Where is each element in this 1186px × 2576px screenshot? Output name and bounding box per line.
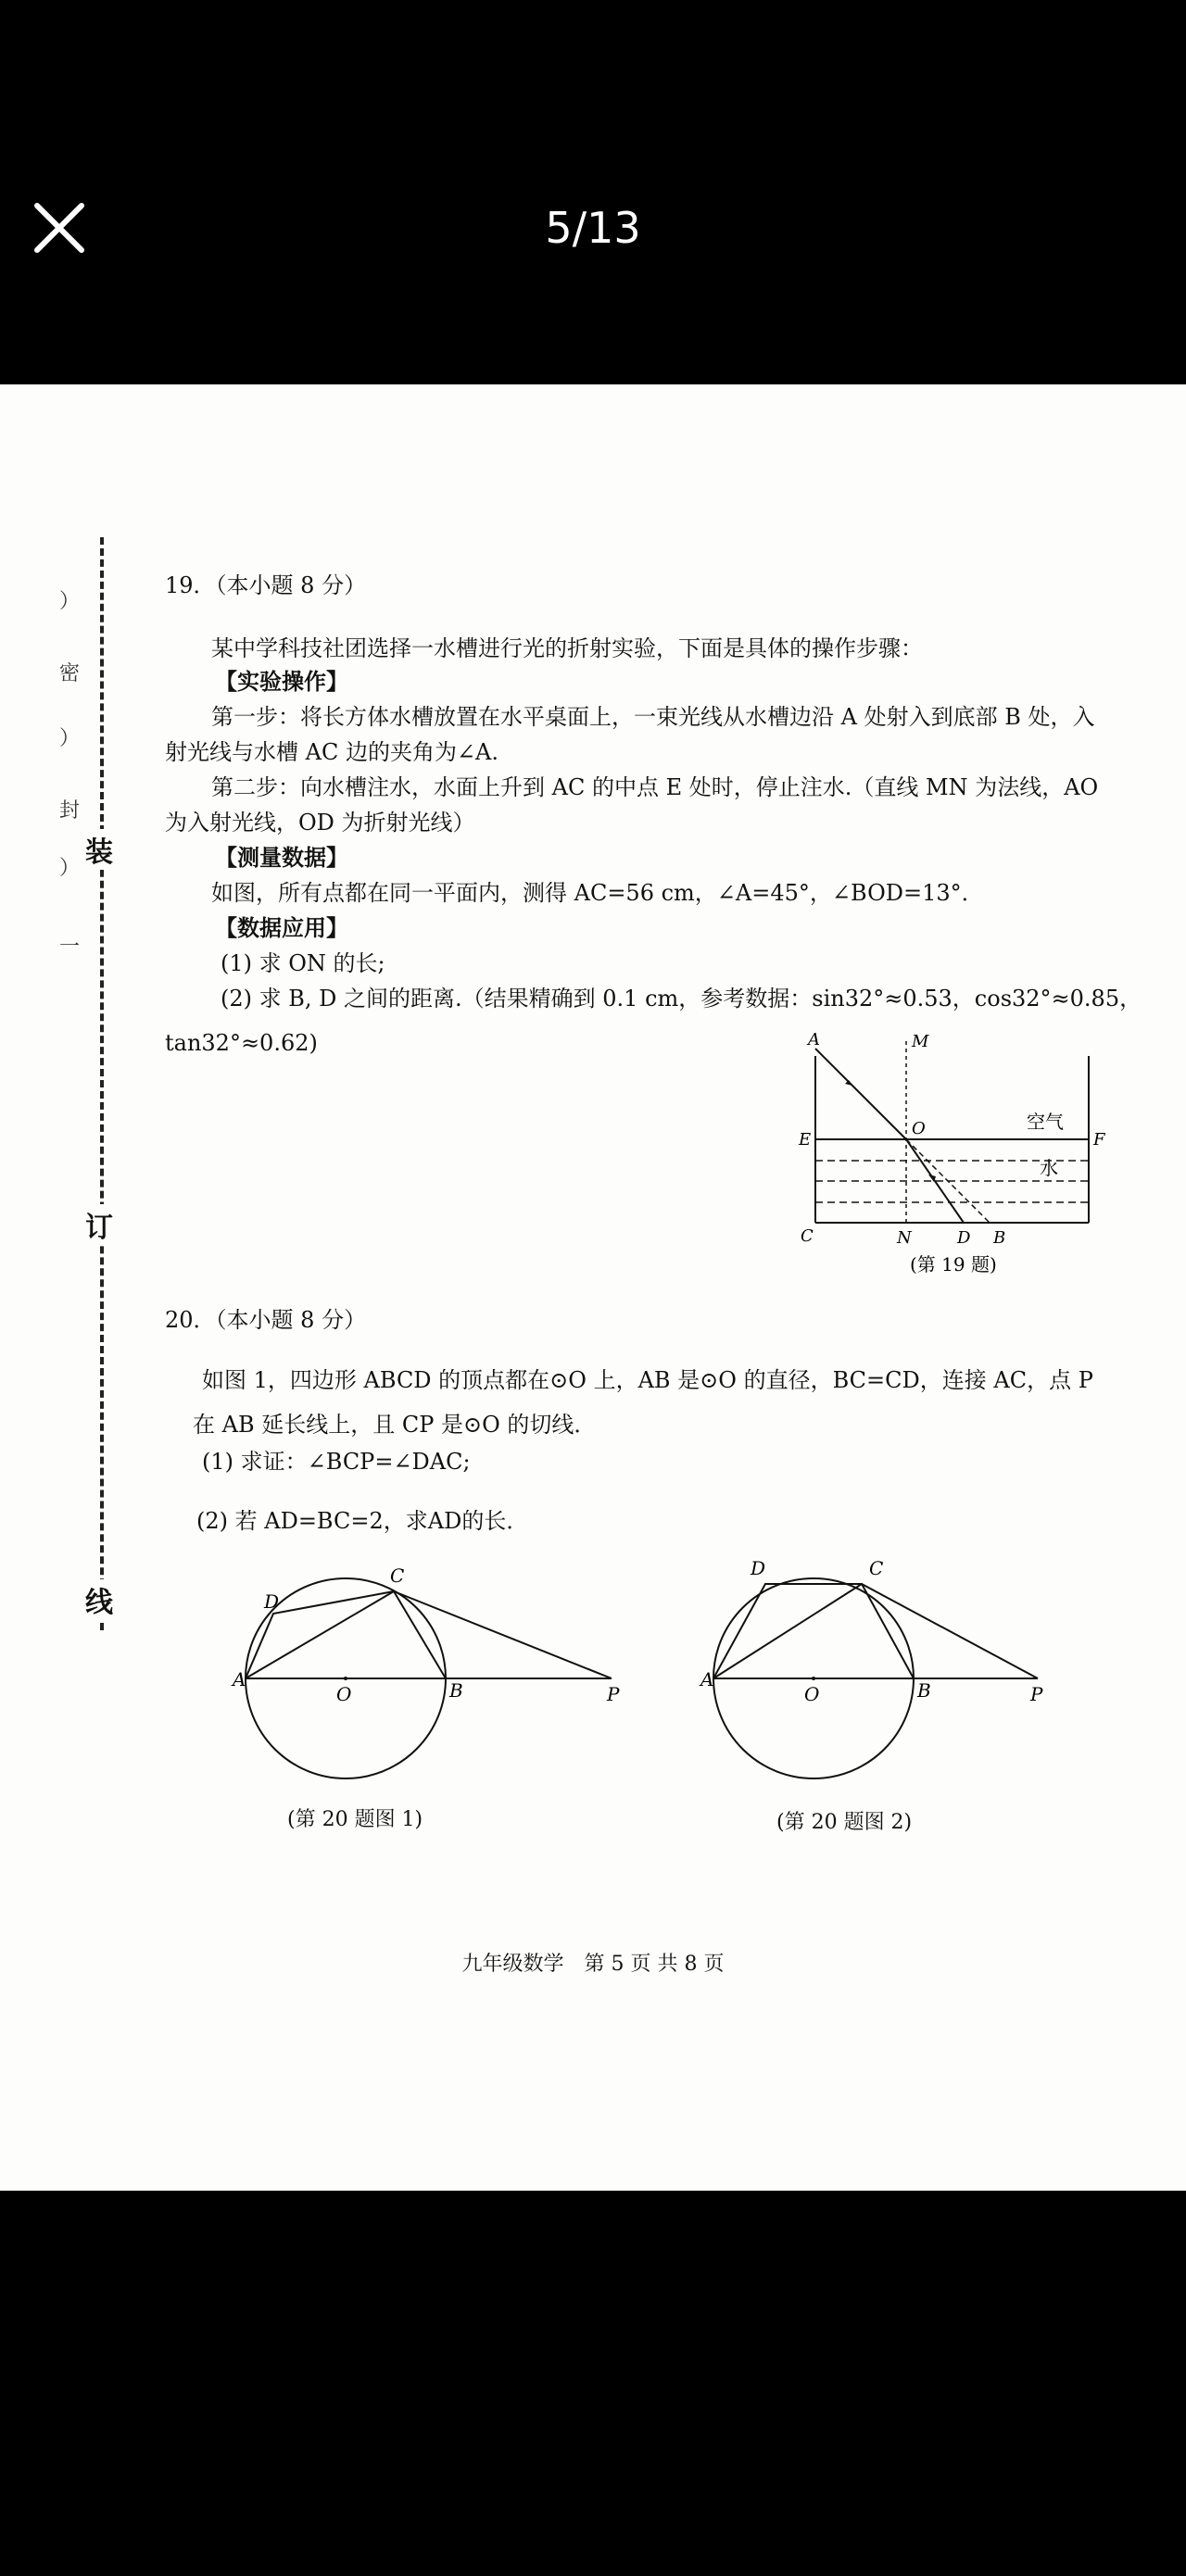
fig20b-label-D: D <box>751 1557 766 1579</box>
q19-part2-cont: tan32°≈0.62) <box>165 1030 318 1056</box>
fig19-label-O: O <box>912 1119 926 1138</box>
fig20a-label-B: B <box>449 1679 463 1702</box>
fig19-caption: (第 19 题) <box>910 1253 997 1275</box>
fig20a-label-D: D <box>264 1590 280 1613</box>
binding-mark: ） <box>59 590 81 613</box>
fig20a-label-A: A <box>233 1668 246 1690</box>
fig19-label-E: E <box>799 1130 812 1150</box>
q20-figure-1 <box>233 1547 644 1788</box>
q20-figure-2 <box>700 1547 1075 1788</box>
q19-figure <box>788 1028 1103 1278</box>
q19-section-apply: 【数据应用】 <box>215 914 348 941</box>
q20-part1: (1) 求证：∠BCP=∠DAC; <box>202 1449 471 1475</box>
fig19-label-A: A <box>808 1030 820 1049</box>
fig20b-label-A: A <box>700 1668 714 1690</box>
binding-mark: ） <box>59 857 81 880</box>
q20-header: 20．（本小题 8 分） <box>165 1307 367 1333</box>
fig20a-caption: (第 20 题图 1) <box>287 1808 423 1831</box>
fig19-label-F: F <box>1093 1130 1105 1150</box>
binding-mark: ） <box>59 727 81 750</box>
q20-part2: (2) 若 AD=BC=2，求AD的长． <box>196 1508 529 1534</box>
fig20b-caption: (第 20 题图 2) <box>776 1811 913 1834</box>
page-footer: 九年级数学 第 5 页 共 8 页 <box>461 1953 725 1976</box>
q20-line2: 在 AB 延长线上，且 CP 是⊙O 的切线． <box>193 1412 597 1438</box>
q19-part1: (1) 求 ON 的长; <box>221 950 385 976</box>
q19-part2: (2) 求 B, D 之间的距离.（结果精确到 0.1 cm，参考数据：sin32°≈0.53，cos32°≈0.85， <box>221 986 1142 1012</box>
fig20b-label-O: O <box>804 1683 820 1705</box>
binding-line <box>100 537 106 1630</box>
binding-mark: 密 <box>59 662 81 685</box>
fig19-water-label: 水 <box>1040 1157 1058 1179</box>
q19-step2: 第二步：向水槽注水，水面上升到 AC 的中点 E 处时，停止注水.（直线 MN 为法线，AO <box>211 774 1099 800</box>
q19-data: 如图，所有点都在同一平面内，测得 AC=56 cm，∠A=45°，∠BOD=13°． <box>211 880 984 906</box>
q19-step2-cont: 为入射光线，OD 为折射光线） <box>165 810 475 836</box>
binding-char: 订 <box>85 1204 113 1245</box>
fig19-label-N: N <box>897 1228 912 1248</box>
fig19-label-D: D <box>957 1228 971 1248</box>
q19-section-operation: 【实验操作】 <box>215 668 348 695</box>
page-counter: 5/13 <box>545 203 641 253</box>
q19-intro: 某中学科技社团选择一水槽进行光的折射实验，下面是具体的操作步骤： <box>211 635 923 661</box>
fig20a-label-O: O <box>336 1683 352 1705</box>
binding-char: 线 <box>85 1579 113 1620</box>
q19-header: 19．（本小题 8 分） <box>165 572 367 598</box>
viewer-toolbar <box>0 0 1186 384</box>
q19-section-measure: 【测量数据】 <box>215 844 348 871</box>
binding-mark: 封 <box>59 799 81 823</box>
binding-mark: 一 <box>59 936 81 959</box>
fig20a-label-C: C <box>390 1564 405 1587</box>
fig20a-label-P: P <box>607 1683 620 1705</box>
fig19-air-label: 空气 <box>1027 1111 1064 1133</box>
binding-char: 装 <box>85 829 113 870</box>
fig19-label-M: M <box>912 1032 929 1051</box>
fig20b-label-P: P <box>1030 1683 1043 1705</box>
fig19-label-C: C <box>801 1226 814 1246</box>
q20-line1: 如图 1，四边形 ABCD 的顶点都在⊙O 上，AB 是⊙O 的直径，BC=CD，连接 AC，点 P <box>202 1367 1093 1393</box>
fig19-label-B: B <box>993 1228 1006 1248</box>
fig20b-label-C: C <box>869 1557 884 1579</box>
viewer-bottom-bar <box>0 2191 1186 2576</box>
fig20b-label-B: B <box>917 1679 931 1702</box>
q19-step1: 第一步：将长方体水槽放置在水平桌面上，一束光线从水槽边沿 A 处射入到底部 B 处，入 <box>211 704 1095 730</box>
q19-step1-cont: 射光线与水槽 AC 边的夹角为∠A. <box>165 739 499 765</box>
